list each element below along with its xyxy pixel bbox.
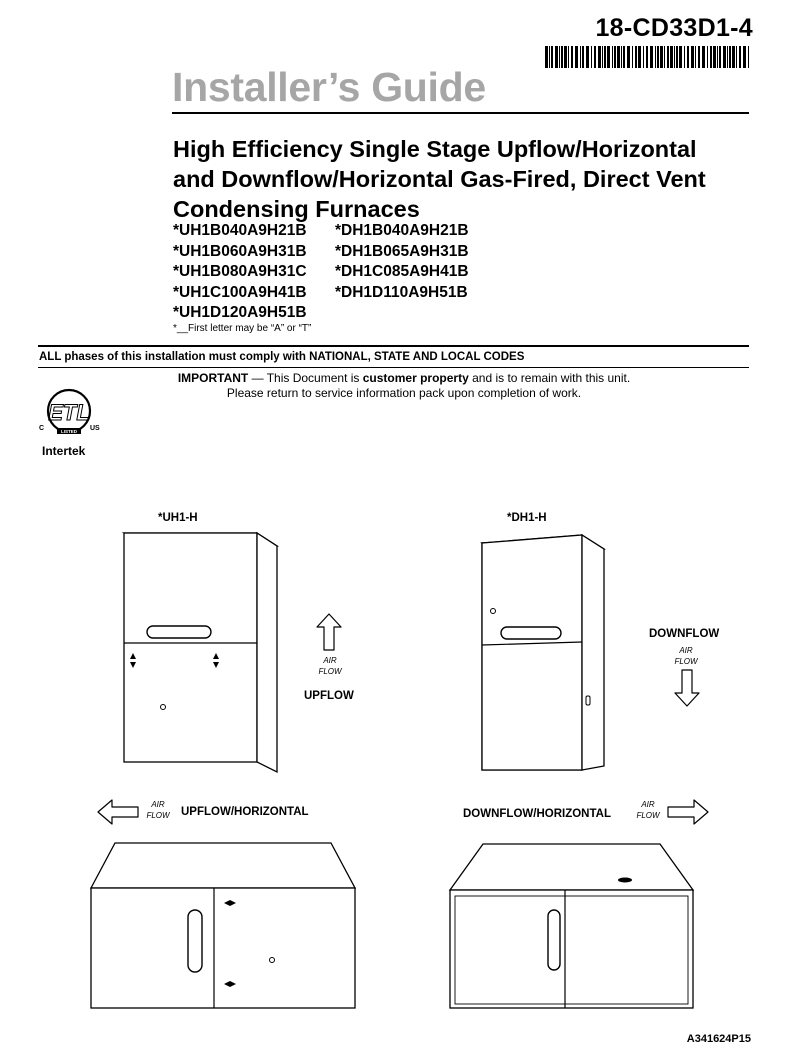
flow-text: FLOW bbox=[674, 657, 698, 666]
flow-text: FLOW bbox=[636, 811, 660, 820]
etl-mark-text: ETL bbox=[48, 400, 90, 425]
air-flow-up-arrow-icon bbox=[314, 612, 344, 652]
upflow-models bbox=[173, 221, 307, 324]
guide-title: Installer’s Guide bbox=[172, 64, 486, 110]
model-number: *DH1B065A9H31B bbox=[335, 242, 469, 260]
flow-text: FLOW bbox=[146, 811, 170, 820]
model-number: *UH1C100A9H41B bbox=[173, 283, 307, 301]
important-dash: — bbox=[248, 371, 267, 385]
upflow-horizontal-furnace-illustration bbox=[86, 838, 360, 1018]
title-rule bbox=[172, 112, 749, 114]
model-number: *DH1B040A9H21B bbox=[335, 222, 469, 239]
intertek-brand: Intertek bbox=[42, 444, 86, 458]
door-handle bbox=[147, 626, 211, 638]
important-label: IMPORTANT bbox=[177, 371, 249, 385]
model-number: *DH1D110A9H51B bbox=[335, 283, 468, 301]
downflow-model-label: *DH1-H bbox=[507, 512, 547, 524]
upflow-furnace-illustration bbox=[118, 528, 296, 778]
important-text-after: and is to remain with this unit. bbox=[468, 371, 631, 385]
downflow-models bbox=[335, 221, 469, 303]
downflow-horizontal-air-flow-text bbox=[630, 799, 666, 821]
upflow-horizontal-air-flow-text bbox=[140, 799, 176, 821]
downflow-horizontal-furnace-illustration bbox=[445, 838, 707, 1018]
etl-us-text: US bbox=[90, 425, 100, 432]
model-footnote: *__First letter may be “A” or “T” bbox=[173, 323, 312, 334]
etl-c-text: C bbox=[39, 425, 45, 432]
model-number: *UH1B080A9H31C bbox=[173, 263, 307, 280]
air-flow-down-arrow-icon bbox=[672, 668, 702, 708]
headline-line: High Efficiency Single Stage Upflow/Horizontal bbox=[173, 136, 697, 162]
air-text: AIR bbox=[323, 656, 337, 665]
air-text: AIR bbox=[641, 800, 655, 809]
codes-notice: ALL phases of this installation must comply with NATIONAL, STATE AND LOCAL CODES bbox=[39, 351, 525, 363]
part-number: A341624P15 bbox=[686, 1033, 751, 1045]
divider-top bbox=[38, 345, 749, 347]
air-text: AIR bbox=[679, 646, 693, 655]
etl-listed-text: LISTED bbox=[60, 429, 78, 434]
model-number: *UH1B040A9H21B bbox=[173, 222, 307, 239]
barcode bbox=[545, 46, 749, 68]
important-line-1 bbox=[0, 371, 808, 386]
headline-line: and Downflow/Horizontal Gas-Fired, Direct Vent bbox=[173, 166, 706, 192]
model-number: *UH1B060A9H31B bbox=[173, 242, 307, 260]
flow-text: FLOW bbox=[318, 667, 342, 676]
document-number: 18-CD33D1-4 bbox=[595, 14, 753, 42]
model-number: *UH1D120A9H51B bbox=[173, 304, 307, 321]
downflow-air-flow-text bbox=[668, 645, 704, 667]
model-number: *DH1C085A9H41B bbox=[335, 263, 469, 280]
door-handle bbox=[188, 910, 202, 972]
downflow-furnace-illustration bbox=[478, 528, 618, 778]
divider-bottom bbox=[38, 367, 749, 368]
door-handle bbox=[501, 627, 561, 639]
important-text-before: This Document is bbox=[266, 371, 363, 385]
important-notice bbox=[0, 371, 808, 401]
air-flow-right-arrow-icon bbox=[666, 797, 710, 827]
upflow-air-flow-text bbox=[312, 655, 348, 677]
upflow-label: UPFLOW bbox=[304, 690, 354, 702]
headline bbox=[173, 134, 773, 224]
important-emphasis: customer property bbox=[362, 371, 469, 385]
headline-line: Condensing Furnaces bbox=[173, 196, 420, 222]
downflow-label: DOWNFLOW bbox=[649, 628, 720, 640]
air-flow-left-arrow-icon bbox=[96, 797, 140, 827]
important-line-2: Please return to service information pack upon completion of work. bbox=[226, 386, 582, 400]
downflow-horizontal-label: DOWNFLOW/HORIZONTAL bbox=[463, 808, 611, 820]
air-text: AIR bbox=[151, 800, 165, 809]
upflow-model-label: *UH1-H bbox=[158, 512, 198, 524]
upflow-horizontal-label: UPFLOW/HORIZONTAL bbox=[181, 806, 309, 818]
door-handle bbox=[548, 910, 560, 970]
